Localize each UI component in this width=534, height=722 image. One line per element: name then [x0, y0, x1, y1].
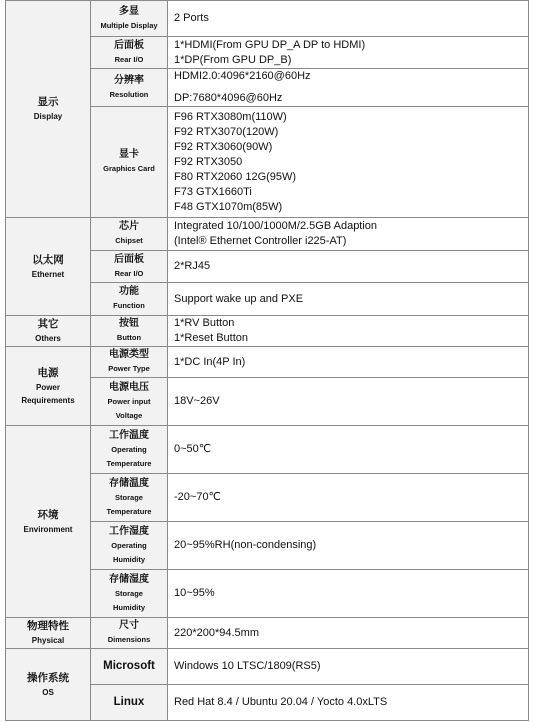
- subcategory-storage-temperature: [91, 474, 168, 522]
- category-cn: 以太网: [32, 253, 64, 266]
- sub-en: Rear I/O: [114, 54, 144, 64]
- sub-cn: 分辨率: [114, 74, 144, 86]
- subcategory-linux: [91, 685, 168, 721]
- category-en: Others: [35, 334, 61, 343]
- sub-cn: 电源类型: [109, 349, 149, 360]
- sub-cn: 电源电压: [109, 381, 149, 393]
- sub-en: Temperature: [106, 458, 152, 468]
- value-cell: [168, 570, 529, 618]
- sub-cn: 功能: [119, 286, 139, 297]
- category-en: Environment: [23, 524, 73, 534]
- value-cell: [168, 107, 529, 218]
- subcategory-power-voltage: [91, 378, 168, 426]
- subcategory-chipset: [91, 218, 168, 251]
- value-cell: [168, 37, 529, 69]
- table-row: [6, 347, 529, 378]
- subcategory-operating-humidity: [91, 522, 168, 570]
- value-cell: [168, 618, 529, 649]
- subcategory-operating-temperature: [91, 426, 168, 474]
- subcategory-rear-io: [91, 37, 168, 69]
- category-cn: 物理特性: [27, 620, 69, 632]
- sub-cn: 多显: [119, 5, 139, 17]
- value-text: Red Hat 8.4 / Ubuntu 20.04 / Yocto 4.0xLTS: [174, 696, 388, 708]
- sub-en: Storage: [115, 588, 143, 598]
- value-text: 1*DC In(4P In): [174, 355, 246, 368]
- sub-en: Operating: [111, 540, 147, 550]
- value-line: F80 RTX2060 12G(95W): [174, 170, 297, 183]
- category-os: [6, 649, 91, 721]
- category-cn: 显示: [37, 96, 59, 108]
- sub-en: Humidity: [112, 554, 146, 564]
- subcategory-microsoft: [91, 649, 168, 685]
- subcategory-resolution: [91, 69, 168, 107]
- sub-cn: 按钮: [119, 318, 139, 329]
- sub-cn: 芯片: [119, 221, 139, 232]
- sub-en: Storage: [115, 492, 143, 502]
- sub-cn: 工作温度: [109, 429, 149, 441]
- value-line: F73 GTX1660Ti: [174, 185, 252, 198]
- category-display: [6, 1, 91, 218]
- value-line: DP:7680*4096@60Hz: [174, 92, 283, 104]
- value-line: F96 RTX3080m(110W): [174, 110, 287, 123]
- sub-en: Function: [113, 301, 145, 310]
- category-ethernet: [6, 218, 91, 316]
- table-row: [6, 649, 529, 685]
- sub-en: Multiple Display: [100, 20, 158, 30]
- sub-cn: 存储温度: [109, 477, 149, 489]
- value-cell: [168, 649, 529, 685]
- value-cell: [168, 378, 529, 426]
- value-cell: [168, 522, 529, 570]
- sub-en: Chipset: [115, 236, 143, 245]
- sub-en: Dimensions: [107, 635, 151, 644]
- sub-en: Rear I/O: [114, 268, 144, 278]
- subcategory-power-type: [91, 347, 168, 378]
- category-en: Physical: [31, 636, 65, 645]
- value-text: Support wake up and PXE: [174, 292, 304, 305]
- sub-en: Button: [116, 333, 142, 342]
- subcategory-multiple-display: [91, 1, 168, 37]
- category-others: [6, 316, 91, 347]
- value-line: F48 GTX1070m(85W): [174, 200, 283, 213]
- sub-en: Power Type: [108, 364, 150, 373]
- category-en: Display: [33, 112, 63, 121]
- value-text: 220*200*94.5mm: [174, 626, 260, 639]
- sub-en: Power input: [107, 396, 151, 406]
- value-text: 20~95%RH(non-condensing): [174, 539, 317, 551]
- value-cell: [168, 283, 529, 316]
- sub-cn: 尺寸: [119, 620, 139, 631]
- value-cell: [168, 685, 529, 721]
- sub-en: Graphics Card: [103, 164, 155, 173]
- subcategory-dimensions: [91, 618, 168, 649]
- value-cell: [168, 316, 529, 347]
- sub-en: Temperature: [106, 506, 152, 516]
- sub-en: Voltage: [115, 410, 143, 420]
- category-cn: 操作系统: [27, 671, 69, 684]
- sub-cn: 后面板: [114, 39, 144, 51]
- value-cell: [168, 218, 529, 251]
- table-row: [6, 618, 529, 649]
- value-cell: [168, 347, 529, 378]
- sub-en: Operating: [111, 444, 147, 454]
- table-row: [6, 1, 529, 37]
- sub-cn: 存储湿度: [109, 573, 149, 585]
- category-en: Requirements: [21, 395, 75, 405]
- sub-cn: 工作湿度: [109, 525, 149, 537]
- sub-cn: 后面板: [114, 253, 144, 265]
- subcategory-storage-humidity: [91, 570, 168, 618]
- category-physical: [6, 618, 91, 649]
- value-cell: [168, 1, 529, 37]
- sub-en: Resolution: [109, 89, 149, 99]
- value-line: 1*RV Button: [174, 317, 235, 329]
- category-cn: 环境: [37, 508, 59, 521]
- value-line: 1*Reset Button: [174, 332, 248, 344]
- value-line: F92 RTX3050: [174, 155, 243, 168]
- subcategory-rear-io: [91, 251, 168, 283]
- value-line: F92 RTX3060(90W): [174, 140, 273, 153]
- subcategory-graphics-card: [91, 107, 168, 218]
- category-cn: 电源: [37, 366, 59, 379]
- value-line: 1*HDMI(From GPU DP_A DP to HDMI): [174, 38, 366, 51]
- category-en: Ethernet: [31, 269, 65, 279]
- value-cell: [168, 69, 529, 107]
- category-en: OS: [42, 687, 54, 697]
- value-text: 2*RJ45: [174, 260, 211, 272]
- value-line: 1*DP(From GPU DP_B): [174, 53, 292, 66]
- value-text: 18V~26V: [174, 395, 220, 407]
- value-text: -20~70℃: [174, 491, 221, 503]
- value-line: HDMI2.0:4096*2160@60Hz: [174, 70, 311, 82]
- subcategory-button: [91, 316, 168, 347]
- sub-label: Linux: [113, 696, 145, 708]
- category-power: [6, 347, 91, 426]
- spec-table: [5, 0, 529, 721]
- sub-label: Microsoft: [103, 660, 155, 672]
- value-cell: [168, 426, 529, 474]
- value-text: 10~95%: [174, 587, 215, 599]
- table-row: [6, 426, 529, 474]
- value-line: (Intel® Ethernet Controller i225-AT): [174, 235, 347, 247]
- sub-en: Humidity: [112, 602, 146, 612]
- category-cn: 其它: [37, 318, 59, 330]
- sub-cn: 显卡: [119, 149, 139, 160]
- value-text: Windows 10 LTSC/1809(RS5): [174, 660, 321, 672]
- table-row: [6, 316, 529, 347]
- value-line: Integrated 10/100/1000M/2.5GB Adaption: [174, 220, 378, 232]
- value-cell: [168, 251, 529, 283]
- subcategory-function: [91, 283, 168, 316]
- value-line: F92 RTX3070(120W): [174, 125, 279, 138]
- value-cell: [168, 474, 529, 522]
- category-environment: [6, 426, 91, 618]
- value-text: 2 Ports: [174, 12, 209, 24]
- table-row: [6, 218, 529, 251]
- value-text: 0~50℃: [174, 443, 212, 455]
- category-en: Power: [35, 382, 60, 392]
